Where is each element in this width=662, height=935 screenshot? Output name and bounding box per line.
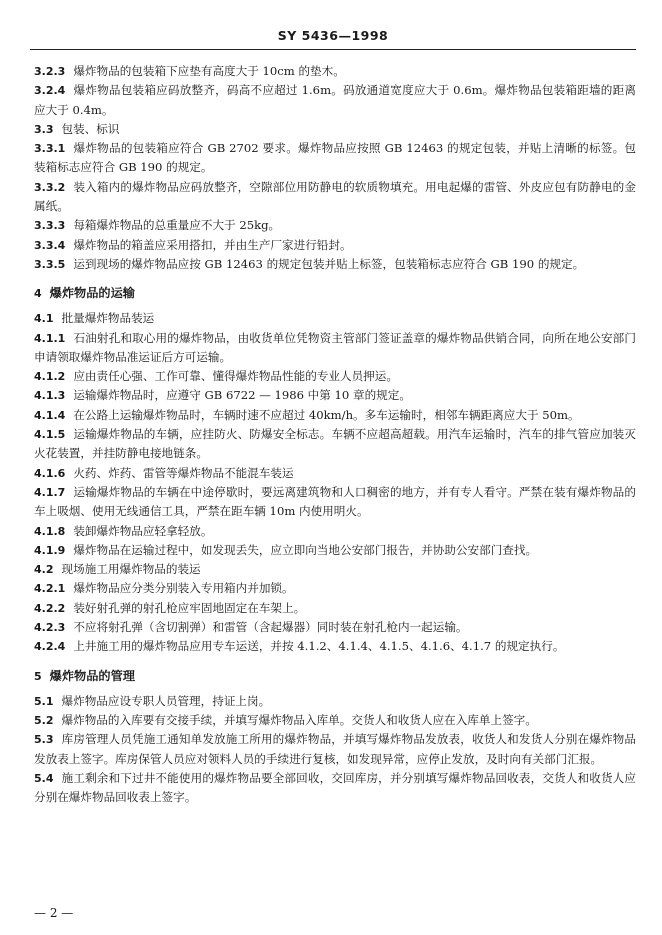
clause-paragraph: [34, 730, 636, 769]
clause-text: 运输爆炸物品的车辆，应挂防火、防爆安全标志。车辆不应超高超载。用汽车运输时，汽车的排气管应加装灭火花装置，并挂防静电接地链条。: [34, 427, 636, 461]
clause-number: 3.3: [34, 122, 54, 136]
clause-paragraph: [34, 367, 636, 386]
header-rule: [30, 49, 636, 50]
clause-paragraph: [34, 139, 636, 178]
clause-text: 库房管理人员凭施工通知单发放施工所用的爆炸物品，并填写爆炸物品发放表，收货人和发货人分别在爆炸物品发放表上签字。库房保管人员应对领料人员的手续进行复核，如发现异常，应停止发放，及时向有关部门汇报。: [34, 732, 636, 766]
clause-number: 3.3.1: [34, 142, 66, 156]
clause-number: 3.3.4: [34, 238, 66, 252]
clause-text: 爆炸物品的包装箱应符合 GB 2702 要求。爆炸物品应按照 GB 12463 的规定包装，并贴上清晰的标签。包装箱标志应符合 GB 190 的规定。: [34, 141, 636, 175]
clause-paragraph: [34, 560, 636, 579]
clause-text: 火药、炸药、雷管等爆炸物品不能混车装运: [73, 465, 294, 480]
clause-paragraph: [34, 692, 636, 711]
clause-paragraph: [34, 62, 636, 81]
clause-text: 包装、标识: [61, 121, 120, 136]
clause-number: 3.2.3: [34, 65, 66, 78]
clause-number: 4.1.2: [34, 370, 66, 384]
clause-paragraph: [34, 579, 636, 598]
clause-paragraph: [34, 236, 636, 255]
clause-number: 4.1.4: [34, 408, 66, 422]
clause-text: 石油射孔和取心用的爆炸物品，由收货单位凭物资主管部门签证盖章的爆炸物品供销合同，向所在地公安部门申请领取爆炸物品准运证后方可运输。: [34, 330, 636, 364]
clause-number: 5.3: [34, 733, 54, 747]
clause-number: 4.2.4: [34, 640, 66, 654]
clause-text: 运输爆炸物品的车辆在中途停歇时，要远离建筑物和人口稠密的地方，并有专人看守。严禁在装有爆炸物品的车上吸烟、使用无线通信工具，严禁在距车辆 10m 内使用明火。: [34, 484, 636, 519]
clause-paragraph: [34, 406, 636, 425]
clause-number: 4.2: [34, 563, 54, 577]
section-spacer: [34, 274, 636, 284]
clause-text: 爆炸物品应分类分别装入专用箱内并加锁。: [73, 581, 294, 596]
clause-number: 4.1.3: [34, 389, 66, 403]
clause-paragraph: [34, 81, 636, 120]
section-heading: [34, 284, 636, 303]
clause-paragraph: [34, 386, 636, 405]
clause-number: 4.1.1: [34, 331, 66, 345]
clause-text: 装好射孔弹的射孔枪应牢固地固定在车架上。: [73, 600, 306, 615]
clause-number: 3.3.5: [34, 257, 66, 271]
clause-paragraph: [34, 309, 636, 328]
clause-text: 上井施工用的爆炸物品应用专车运送，并按 4.1.2、4.1.4、4.1.5、4.1.6、4.1.7 的规定执行。: [73, 639, 565, 654]
section-spacer: [34, 657, 636, 667]
clause-number: 5.1: [34, 694, 54, 708]
clause-text: 爆炸物品应设专职人员管理，持证上岗。: [61, 693, 271, 708]
clause-paragraph: [34, 329, 636, 368]
clause-paragraph: [34, 522, 636, 541]
clause-number: 3.3.2: [34, 180, 66, 194]
clause-number: 4: [34, 287, 42, 301]
clause-number: 4.1: [34, 312, 54, 326]
clause-number: 4.2.1: [34, 582, 66, 596]
clause-text: 爆炸物品包装箱应码放整齐，码高不应超过 1.6m。码放通道宽度应大于 0.6m。爆炸物品包装箱距墙的距离应大于 0.4m。: [34, 83, 636, 117]
clause-paragraph: [34, 618, 636, 637]
clause-number: 4.1.6: [34, 466, 66, 480]
clause-number: 5.2: [34, 713, 54, 727]
clause-number: 4.1.5: [34, 428, 66, 442]
clause-number: 5.4: [34, 771, 54, 785]
clause-text: 运到现场的爆炸物品应按 GB 12463 的规定包装并贴上标签，包装箱标志应符合 GB 190 的规定。: [73, 256, 585, 271]
clause-text: 装入箱内的爆炸物品应码放整齐，空隙部位用防静电的软质物填充。用电起爆的雷管、外皮应包有防静电的金属纸。: [34, 179, 636, 214]
clause-number: 4.1.9: [34, 543, 66, 557]
clause-text: 爆炸物品的箱盖应采用搭扣，并由生产厂家进行铅封。: [73, 237, 352, 252]
clause-paragraph: [34, 464, 636, 483]
clause-paragraph: [34, 425, 636, 464]
clause-paragraph: [34, 178, 636, 217]
clause-paragraph: [34, 599, 636, 618]
clause-text: 爆炸物品的入库要有交接手续，并填写爆炸物品入库单。交货人和收货人应在入库单上签字。: [61, 712, 537, 727]
clause-text: 应由责任心强、工作可靠、懂得爆炸物品性能的专业人员押运。: [73, 369, 398, 384]
clause-number: 3.3.3: [34, 219, 66, 233]
page-number: — 2 —: [34, 906, 74, 920]
clause-paragraph: [34, 483, 636, 522]
section-title: 爆炸物品的运输: [49, 286, 135, 301]
clause-paragraph: [34, 711, 636, 730]
clause-text: 爆炸物品的包装箱下应垫有高度大于 10cm 的垫木。: [73, 64, 345, 78]
clause-number: 4.1.7: [34, 485, 66, 499]
clause-paragraph: [34, 216, 636, 235]
clause-text: 爆炸物品在运输过程中，如发现丢失，应立即向当地公安部门报告，并协助公安部门查找。: [73, 542, 538, 557]
clause-text: 不应将射孔弹（含切割弹）和雷管（含起爆器）同时装在射孔枪内一起运输。: [73, 620, 468, 635]
clause-text: 现场施工用爆炸物品的装运: [61, 562, 201, 577]
clause-text: 每箱爆炸物品的总重量应不大于 25kg。: [73, 218, 281, 233]
clause-text: 施工剩余和下过井不能使用的爆炸物品要全部回收，交回库房，并分别填写爆炸物品回收表，交货人和收货人应分别在爆炸物品回收表上签字。: [34, 770, 636, 805]
clause-text: 装卸爆炸物品应轻拿轻放。: [73, 523, 213, 538]
clause-paragraph: [34, 769, 636, 808]
clause-text: 在公路上运输爆炸物品时，车辆时速不应超过 40km/h。多车运输时，相邻车辆距离应大于 50m。: [73, 407, 580, 422]
clause-paragraph: [34, 637, 636, 656]
section-title: 爆炸物品的管理: [49, 668, 135, 683]
clause-number: 3.2.4: [34, 84, 66, 98]
clause-number: 5: [34, 669, 42, 683]
clause-text: 批量爆炸物品装运: [61, 311, 155, 326]
section-heading: [34, 667, 636, 686]
page-header: SY 5436—1998: [277, 28, 389, 43]
document-body: [34, 62, 636, 807]
clause-number: 4.2.3: [34, 621, 66, 635]
clause-paragraph: [34, 255, 636, 274]
clause-number: 4.2.2: [34, 601, 66, 615]
clause-paragraph: [34, 541, 636, 560]
clause-paragraph: [34, 120, 636, 139]
clause-text: 运输爆炸物品时，应遵守 GB 6722 — 1986 中第 10 章的规定。: [73, 388, 411, 403]
clause-number: 4.1.8: [34, 524, 66, 538]
